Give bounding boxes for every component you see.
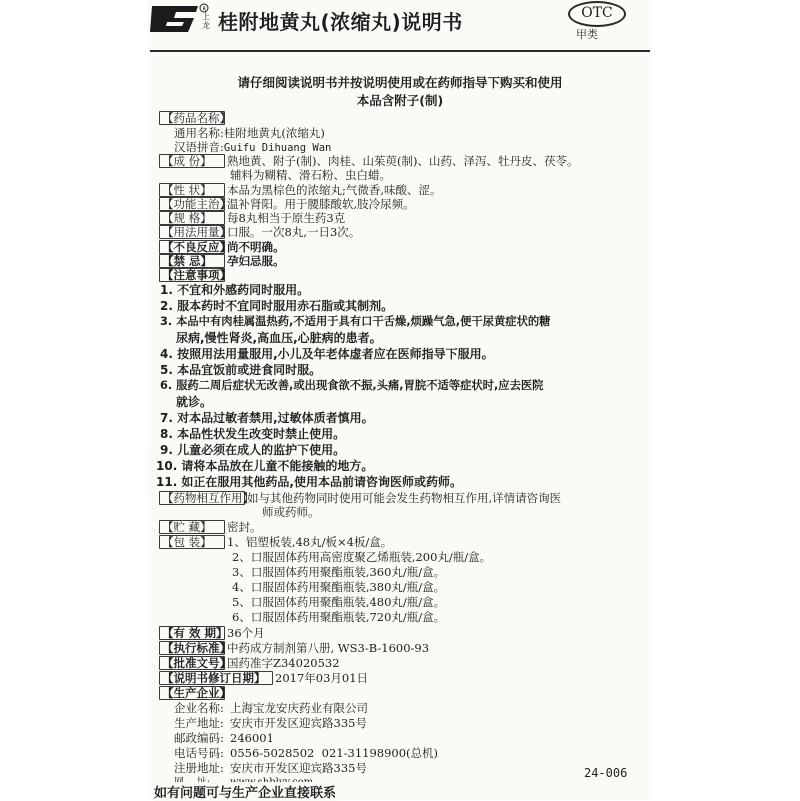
field-value: 安庆市开发区迎宾路335号 bbox=[230, 716, 367, 730]
field-label: 汉语拼音: bbox=[174, 140, 224, 154]
field-value: 国药准字Z34020532 bbox=[227, 656, 340, 670]
field-value: 熟地黄、附子(制)、肉桂、山茱萸(制)、山药、泽泻、牡丹皮、茯苓。 bbox=[227, 154, 579, 168]
section-indication bbox=[159, 197, 415, 211]
otc-badge: OTC bbox=[568, 1, 626, 27]
note-item: 2. 服本药时不宜同时服用赤石脂或其制剂。 bbox=[160, 299, 394, 313]
package-item: 4、口服固体药用聚酯瓶装,380丸/瓶/盒。 bbox=[232, 580, 446, 594]
field-value: 口服。一次8丸,一日3次。 bbox=[227, 225, 361, 239]
package-item: 2、口服固体药用高密度聚乙烯瓶装,200丸/瓶/盒。 bbox=[232, 550, 492, 564]
section-storage bbox=[159, 520, 262, 534]
section-label: 【药物相互作用】 bbox=[159, 491, 245, 505]
field-value: 密封。 bbox=[227, 520, 262, 534]
section-standard bbox=[159, 641, 429, 655]
section-label: 【用法用量】 bbox=[159, 225, 225, 239]
warning-line-1: 请仔细阅读说明书并按说明使用或在药师指导下购买和使用 bbox=[237, 75, 563, 90]
pinyin-row bbox=[174, 140, 331, 155]
section-usage bbox=[159, 225, 360, 239]
maker-row bbox=[174, 716, 367, 730]
section-label: 【包 装】 bbox=[159, 535, 225, 549]
section-spec bbox=[159, 211, 345, 225]
section-label: 【规 格】 bbox=[159, 211, 225, 225]
section-label: 【药品名称】 bbox=[159, 111, 225, 125]
note-item-cont: 尿病,慢性肾炎,高血压,心脏病的患者。 bbox=[176, 331, 382, 345]
leaflet-code: 24-006 bbox=[584, 766, 628, 780]
section-ingredients bbox=[159, 154, 578, 168]
section-manufacturer bbox=[159, 686, 231, 700]
field-value: 0556-5028502 021-31198900(总机) bbox=[230, 746, 439, 760]
section-notes bbox=[159, 268, 231, 282]
section-label: 【批准文号】 bbox=[159, 656, 225, 670]
field-label: 电话号码: bbox=[174, 746, 224, 760]
note-item: 10. 请将本品放在儿童不能接触的地方。 bbox=[156, 459, 374, 473]
svg-text:R: R bbox=[202, 6, 206, 13]
field-value: 246001 bbox=[230, 731, 274, 745]
section-contraindication bbox=[159, 254, 285, 268]
section-adverse bbox=[159, 240, 285, 254]
note-item: 5. 本品宜饭前或进食同时服。 bbox=[160, 363, 322, 377]
section-label: 【说明书修订日期】 bbox=[159, 671, 273, 685]
section-label: 【不良反应】 bbox=[159, 240, 225, 254]
field-value: 孕妇忌服。 bbox=[227, 254, 285, 268]
section-label: 【执行标准】 bbox=[159, 641, 225, 655]
section-label: 【性 状】 bbox=[159, 183, 225, 197]
field-label: 注册地址: bbox=[174, 761, 224, 775]
section-appearance bbox=[159, 183, 442, 197]
section-validity bbox=[159, 626, 265, 640]
section-label: 【贮 藏】 bbox=[159, 520, 225, 534]
section-label: 【注意事项】 bbox=[159, 268, 225, 282]
note-item: 7. 对本品过敏者禁用,过敏体质者慎用。 bbox=[160, 411, 374, 425]
field-label: 通用名称: bbox=[174, 126, 224, 140]
note-item: 3. 本品中有肉桂属温热药,不适用于具有口干舌燥,烦躁气急,便干尿黄症状的糖 bbox=[160, 315, 551, 328]
section-package bbox=[159, 535, 392, 549]
note-item: 6. 服药二周后症状无改善,或出现食欲不振,头痛,胃脘不适等症状时,应去医院 bbox=[160, 379, 544, 392]
maker-row bbox=[174, 701, 368, 715]
field-value: 中药成方制剂第八册, WS3-B-1600-93 bbox=[227, 641, 430, 655]
note-item-cont: 就诊。 bbox=[176, 395, 213, 409]
leaflet-title: 桂附地黄丸(浓缩丸)说明书 bbox=[218, 10, 463, 34]
brand-chars: 上龙 bbox=[202, 12, 210, 30]
field-value: 2017年03月01日 bbox=[275, 671, 369, 685]
section-label: 【禁 忌】 bbox=[159, 254, 225, 268]
field-value: 本品为黑棕色的浓缩丸;气微香,味酸、涩。 bbox=[227, 183, 442, 197]
field-label: 企业名称: bbox=[174, 701, 224, 715]
note-item: 4. 按照用法用量服用,小儿及年老体虚者应在医师指导下服用。 bbox=[160, 347, 494, 361]
field-value: 36个月 bbox=[227, 626, 265, 640]
ingredients-cont: 辅料为糊精、滑石粉、虫白蜡。 bbox=[230, 168, 391, 182]
note-item: 8. 本品性状发生改变时禁止使用。 bbox=[160, 427, 346, 441]
section-label: 【有 效 期】 bbox=[159, 626, 225, 640]
note-item: 9. 儿童必须在成人的监护下使用。 bbox=[160, 443, 346, 457]
field-label: 邮政编码: bbox=[174, 731, 224, 745]
interaction-cont: 师或药师。 bbox=[262, 505, 320, 519]
section-interaction bbox=[159, 491, 561, 505]
section-label: 【生产企业】 bbox=[159, 686, 225, 700]
field-value: 上海宝龙安庆药业有限公司 bbox=[230, 701, 368, 715]
field-value: 1、铝塑板装,48丸/板×4板/盒。 bbox=[227, 535, 393, 549]
field-label: 生产地址: bbox=[174, 716, 224, 730]
otc-class: 甲类 bbox=[576, 28, 598, 41]
field-value: 安庆市开发区迎宾路335号 bbox=[230, 761, 367, 775]
maker-row bbox=[174, 746, 438, 760]
package-item: 5、口服固体药用聚酯瓶装,480丸/瓶/盒。 bbox=[232, 595, 446, 609]
field-value: 尚不明确。 bbox=[227, 240, 285, 254]
note-item: 1. 不宜和外感药同时服用。 bbox=[160, 283, 310, 297]
maker-row bbox=[174, 731, 274, 745]
section-revision bbox=[159, 671, 368, 685]
section-approval bbox=[159, 656, 340, 670]
section-drug-name bbox=[159, 111, 231, 125]
warning-line-2: 本品含附子(制) bbox=[356, 93, 444, 108]
field-value: 如与其他药物同时使用可能会发生药物相互作用,详情请咨询医 bbox=[247, 491, 562, 505]
field-value: Guifu Dihuang Wan bbox=[223, 142, 332, 154]
common-name-row bbox=[174, 126, 325, 140]
maker-row bbox=[174, 761, 367, 775]
package-item: 6、口服固体药用聚酯瓶装,720丸/瓶/盒。 bbox=[232, 610, 446, 624]
note-item: 11. 如正在服用其他药品,使用本品前请咨询医师或药师。 bbox=[156, 475, 462, 489]
footer-contact: 如有问题可与生产企业直接联系 bbox=[154, 782, 340, 801]
section-label: 【成 份】 bbox=[159, 154, 225, 168]
header-divider bbox=[150, 50, 650, 52]
field-value: 桂附地黄丸(浓缩丸) bbox=[223, 126, 325, 140]
section-label: 【功能主治】 bbox=[159, 197, 225, 211]
field-value: 温补肾阳。用于腰膝酸软,肢冷尿频。 bbox=[227, 197, 415, 211]
package-item: 3、口服固体药用聚酯瓶装,360丸/瓶/盒。 bbox=[232, 565, 446, 579]
field-value: 每8丸相当于原生药3克 bbox=[227, 211, 346, 225]
